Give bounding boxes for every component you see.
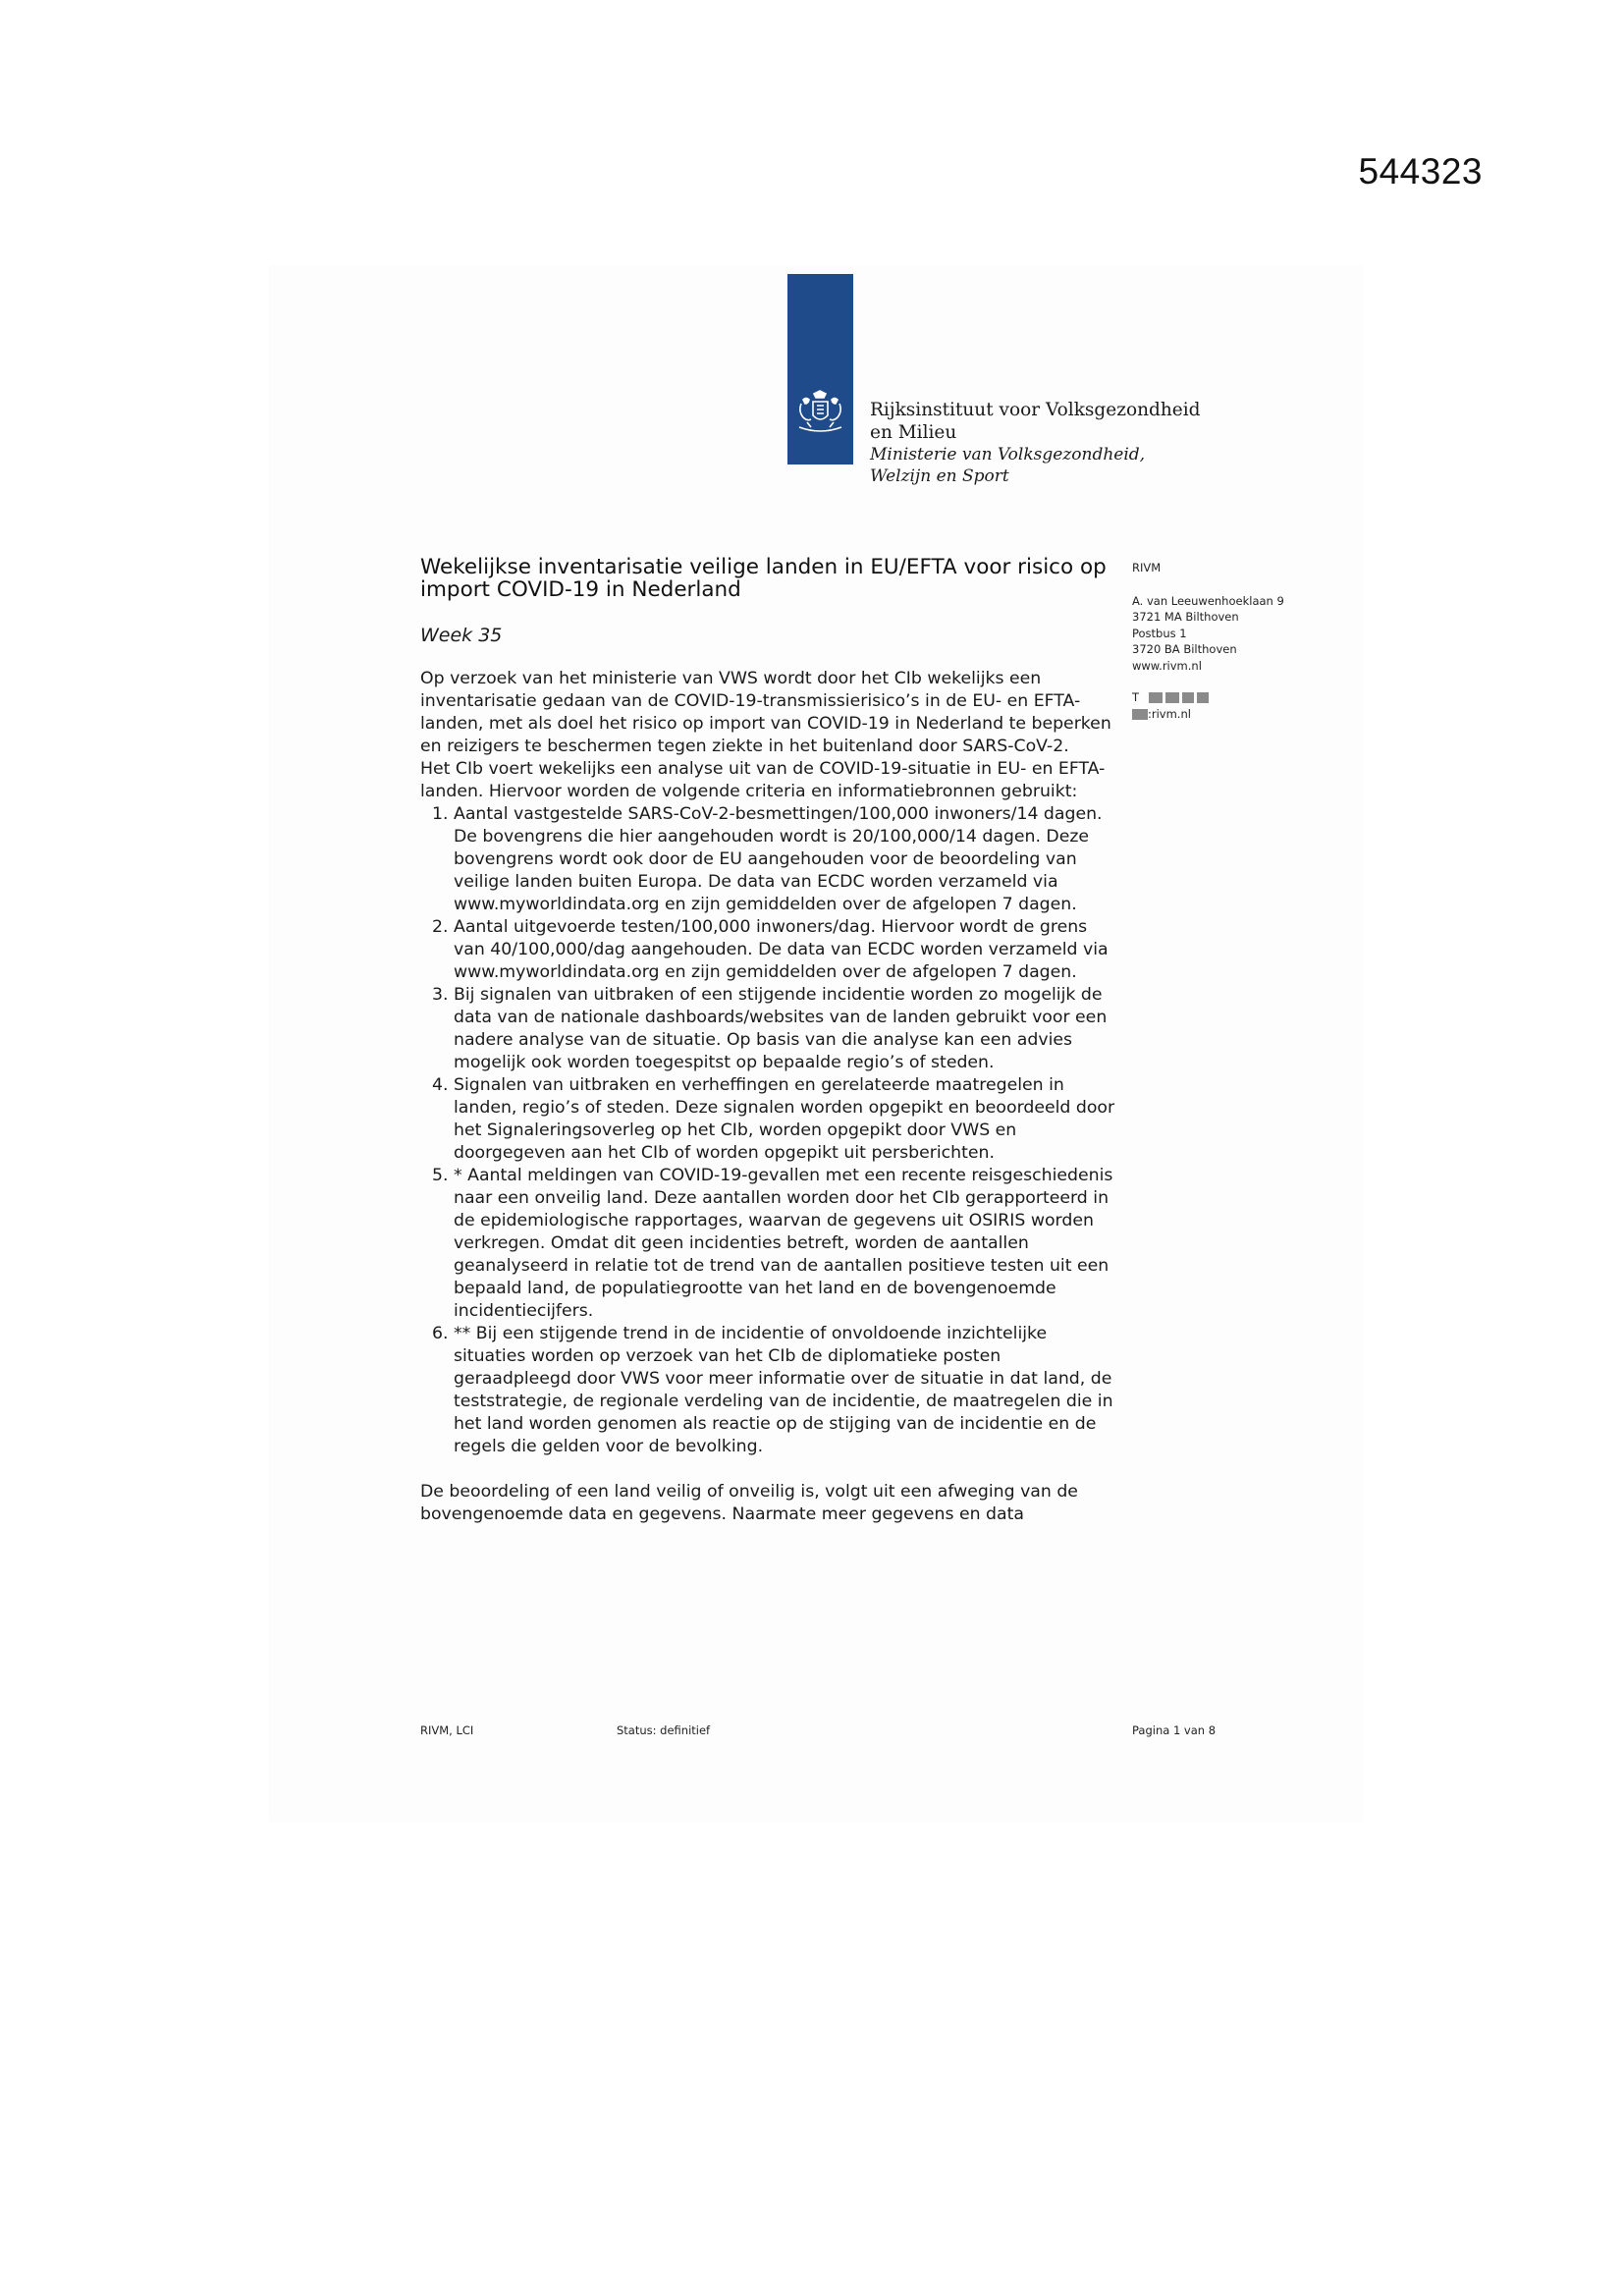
intro-paragraph-2: Het CIb voert wekelijks een analyse uit van de COVID-19-situatie in EU- en EFTA-landen. Hiervoor worden de volgende criteria en informatiebronnen gebruikt: — [420, 759, 1106, 801]
redaction-box — [1149, 692, 1163, 703]
logo-line-3: Ministerie van Volksgezondheid, — [870, 445, 1146, 465]
criteria-item-2: 2. Aantal uitgevoerde testen/100,000 inwoners/dag. Hiervoor wordt de grens van 40/100,000/dag aangehouden. De data van ECDC worden verzameld via www.myworldindata.org en zijn gemiddelden over de afgelopen 7 dagen. — [454, 916, 1119, 984]
criteria-item-6: 6. ** Bij een stijgende trend in de incidentie of onvoldoende inzichtelijke situaties worden op verzoek van het CIb de diplomatieke posten geraadpleegd door VWS voor meer informatie over de situatie in dat land, de teststrategie, de regionale verdeling van de incidentie, de maatregelen die in het land worden genomen als reactie op de stijging van de incidentie en de regels die gelden voor de bevolking. — [454, 1323, 1119, 1458]
criteria-item-3: 3. Bij signalen van uitbraken of een stijgende incidentie worden zo mogelijk de data van de nationale dashboards/websites van de landen gebruikt voor een nadere analyse van de situatie. Op basis van die analyse kan een advies mogelijk ook worden toegespitst op bepaalde regio’s of steden. — [454, 984, 1119, 1074]
footer-page-number: Pagina 1 van 8 — [1132, 1723, 1217, 1737]
redaction-box — [1132, 709, 1148, 720]
logo-line-2: en Milieu — [870, 422, 957, 443]
sidebar-address-4: 3720 BA Bilthoven — [1132, 642, 1237, 656]
redaction-box — [1182, 692, 1194, 703]
redaction-box — [1197, 692, 1209, 703]
sidebar-address-3: Postbus 1 — [1132, 626, 1187, 640]
sidebar-website: www.rivm.nl — [1132, 658, 1202, 673]
document-body — [420, 668, 1119, 1526]
criteria-item-4: 4. Signalen van uitbraken en verheffingen en gerelateerde maatregelen in landen, regio’s of steden. Deze signalen worden opgepikt en beoordeeld door het Signaleringsoverleg op het CIb, worden opgepikt door VWS en doorgegeven aan het CIb of worden opgepikt uit persberichten. — [454, 1074, 1119, 1165]
sidebar-email — [1132, 706, 1284, 723]
logo-line-1: Rijksinstituut voor Volksgezondheid — [870, 400, 1201, 420]
logo-line-4: Welzijn en Sport — [870, 466, 1009, 486]
logo-bar — [787, 274, 853, 465]
document-number: 544323 — [1358, 151, 1483, 191]
intro-paragraph-1: Op verzoek van het ministerie van VWS wordt door het CIb wekelijks een inventarisatie gedaan van de COVID-19-transmissierisico’s in de EU- en EFTA-landen, met als doel het risico op import van COVID-19 in Nederland te beperken en reizigers te beschermen tegen ziekte in het buitenland door SARS-CoV-2. — [420, 669, 1111, 756]
sidebar-address-1: A. van Leeuwenhoeklaan 9 — [1132, 593, 1284, 608]
redaction-box — [1165, 692, 1179, 703]
closing-paragraph: De beoordeling of een land veilig of onveilig is, volgt uit een afweging van de bovengenoemde data en gegevens. Naarmate meer gegevens en data — [420, 1482, 1078, 1524]
footer-status: Status: definitief — [617, 1723, 711, 1737]
document-title: Wekelijkse inventarisatie veilige landen in EU/EFTA voor risico op import COVID-19 in Nederland — [420, 555, 1107, 602]
sender-sidebar — [1132, 560, 1284, 722]
criteria-item-1: 1. Aantal vastgestelde SARS-CoV-2-besmettingen/100,000 inwoners/14 dagen. De bovengrens die hier aangehouden wordt is 20/100,000/14 dagen. Deze bovengrens wordt ook door de EU aangehouden voor de beoordeling van veilige landen buiten Europa. De data van ECDC worden verzameld via www.myworldindata.org en zijn gemiddelden over de afgelopen 7 dagen. — [454, 803, 1119, 916]
week-label: Week 35 — [420, 625, 503, 646]
sidebar-org: RIVM — [1132, 561, 1162, 574]
sidebar-address-2: 3721 MA Bilthoven — [1132, 610, 1239, 624]
footer-org: RIVM, LCI — [420, 1723, 474, 1737]
crest-icon — [795, 390, 845, 437]
criteria-item-5: 5. * Aantal meldingen van COVID-19-gevallen met een recente reisgeschiedenis naar een onveilig land. Deze aantallen worden door het CIb gerapporteerd in de epidemiologische rapportages, waarvan de gegevens uit OSIRIS worden verkregen. Omdat dit geen incidenties betreft, worden de aantallen geanalyseerd in relatie tot de trend van de aantallen positieve testen uit een bepaald land, de populatiegrootte van het land en de bovengenoemde incidentiecijfers. — [454, 1165, 1119, 1323]
email-suffix: :rivm.nl — [1148, 706, 1191, 721]
criteria-list — [420, 803, 1119, 1458]
phone-prefix: T — [1132, 690, 1140, 704]
sidebar-phone — [1132, 689, 1284, 706]
logo-text — [870, 399, 1200, 487]
